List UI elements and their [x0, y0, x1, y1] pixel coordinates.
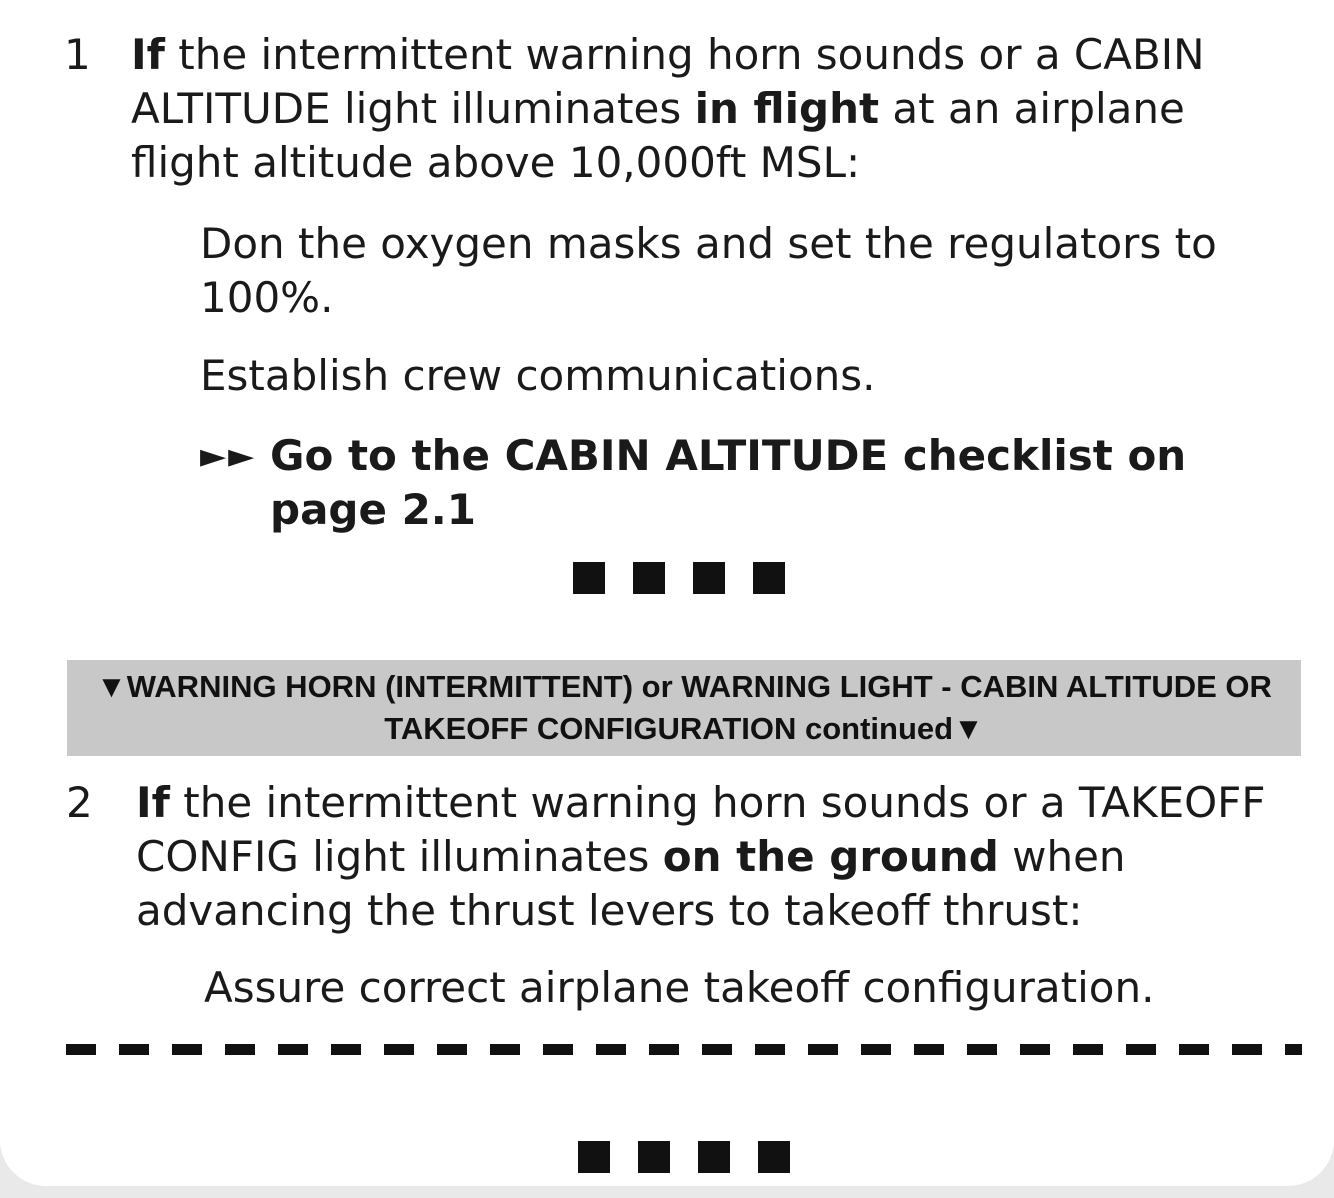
step-condition	[131, 28, 1291, 190]
goto-instruction	[200, 429, 1300, 537]
continued-banner	[67, 660, 1301, 756]
end-of-checklist-marks	[573, 562, 785, 594]
square-icon	[633, 562, 665, 594]
condition-text: when advancing the thrust levers to takeoff thrust:	[136, 832, 1126, 935]
square-icon	[573, 562, 605, 594]
condition-lead: If	[131, 30, 165, 79]
step-number: 2	[66, 778, 93, 827]
step-number: 1	[64, 30, 91, 79]
square-icon	[753, 562, 785, 594]
condition-emphasis: on the ground	[662, 832, 999, 881]
down-triangle-icon: ▼	[953, 711, 984, 746]
condition-text: the intermittent warning horn sounds or a TAKEOFF CONFIG light illuminates	[136, 778, 1266, 881]
action-item: Assure correct airplane takeoff configuration.	[204, 963, 1155, 1012]
condition-text: the intermittent warning horn sounds or a CABIN ALTITUDE light illuminates	[131, 30, 1205, 133]
condition-text: at an airplane flight altitude above 10,000ft MSL:	[131, 84, 1185, 187]
square-icon	[578, 1141, 610, 1173]
square-icon	[698, 1141, 730, 1173]
step-condition	[136, 776, 1301, 938]
end-of-checklist-marks	[578, 1141, 790, 1173]
banner-title: WARNING HORN (INTERMITTENT) or WARNING LIGHT - CABIN ALTITUDE OR TAKEOFF CONFIGURATION continued	[126, 669, 1272, 746]
action-item: Establish crew communications.	[200, 351, 876, 400]
down-triangle-icon: ▼	[96, 669, 127, 704]
action-item: Don the oxygen masks and set the regulators to 100%.	[200, 219, 1217, 322]
square-icon	[693, 562, 725, 594]
condition-emphasis: in flight	[694, 84, 880, 133]
banner-text-block	[94, 666, 1274, 750]
goto-link[interactable]: Go to the CABIN ALTITUDE checklist on page 2.1	[270, 431, 1187, 534]
goto-arrows-icon: ►►	[200, 436, 257, 476]
condition-lead: If	[136, 778, 170, 827]
square-icon	[758, 1141, 790, 1173]
section-divider	[66, 1044, 1302, 1055]
square-icon	[638, 1141, 670, 1173]
